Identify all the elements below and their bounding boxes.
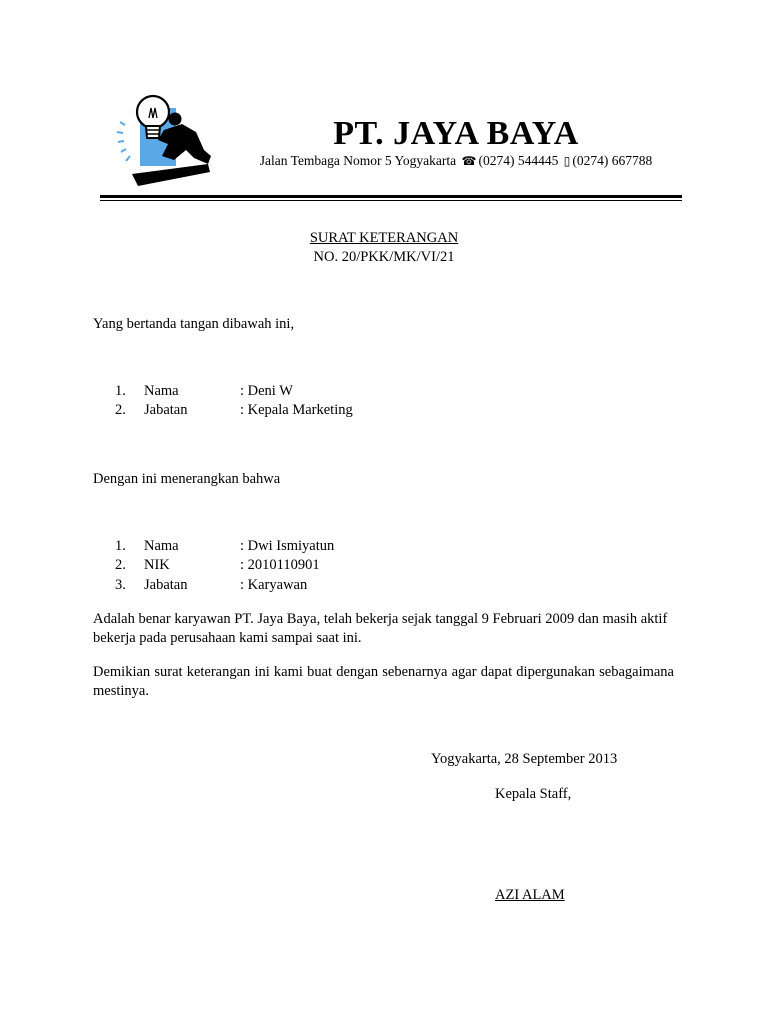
company-address-line	[230, 152, 682, 170]
phone-number: (0274) 544445	[478, 153, 559, 168]
item-number: 3.	[115, 576, 126, 593]
signatory-name: AZI ALAM	[495, 887, 565, 903]
company-name: PT. JAYA BAYA	[333, 115, 579, 152]
header-divider-thick	[100, 195, 682, 198]
statement-paragraph: Dengan ini menerangkan bahwa	[93, 471, 281, 487]
letter-title: SURAT KETERANGAN	[309, 230, 459, 246]
item-number: 2.	[115, 402, 126, 419]
address-text: Jalan Tembaga Nomor 5 Yogyakarta	[259, 153, 457, 168]
item-value: : Deni W	[240, 383, 293, 399]
body-paragraph-employment: Adalah benar karyawan PT. Jaya Baya, telah bekerja sejak tanggal 9 Februari 2009 dan masih aktif bekerja pada perusahaan kami sampai saat ini.	[93, 611, 668, 646]
list-item	[115, 382, 353, 401]
place-date: Yogyakarta, 28 September 2013	[431, 751, 618, 767]
telephone-icon: ☎	[461, 154, 477, 168]
letter-number: NO. 20/PKK/MK/VI/21	[313, 249, 455, 265]
item-label: Nama	[144, 383, 179, 399]
signer-list	[115, 382, 353, 421]
item-label: NIK	[144, 557, 170, 574]
item-value: : Kepala Marketing	[240, 402, 353, 419]
opening-paragraph: Yang bertanda tangan dibawah ini,	[93, 316, 295, 332]
list-item	[115, 556, 334, 575]
item-value: : 2010110901	[240, 557, 320, 574]
item-number: 2.	[115, 557, 126, 574]
list-item	[115, 576, 334, 595]
item-label: Jabatan	[144, 402, 188, 419]
lightbulb-climber-logo	[112, 92, 216, 188]
subject-list	[115, 537, 334, 595]
signer-position: Kepala Staff,	[495, 786, 572, 802]
list-item	[115, 537, 334, 556]
item-label: Nama	[144, 538, 179, 554]
item-value: : Karyawan	[240, 576, 308, 593]
fax-icon: ▯	[563, 154, 571, 168]
list-item	[115, 401, 353, 420]
body-paragraph-closing: Demikian surat keterangan ini kami buat dengan sebenarnya agar dapat dipergunakan sebagaimana mestinya.	[93, 664, 674, 699]
fax-number: (0274) 667788	[572, 153, 653, 168]
item-value: : Dwi Ismiyatun	[240, 538, 335, 554]
item-number: 1.	[115, 383, 126, 399]
header-divider-thin	[100, 200, 682, 201]
item-number: 1.	[115, 538, 126, 554]
item-label: Jabatan	[144, 576, 188, 593]
